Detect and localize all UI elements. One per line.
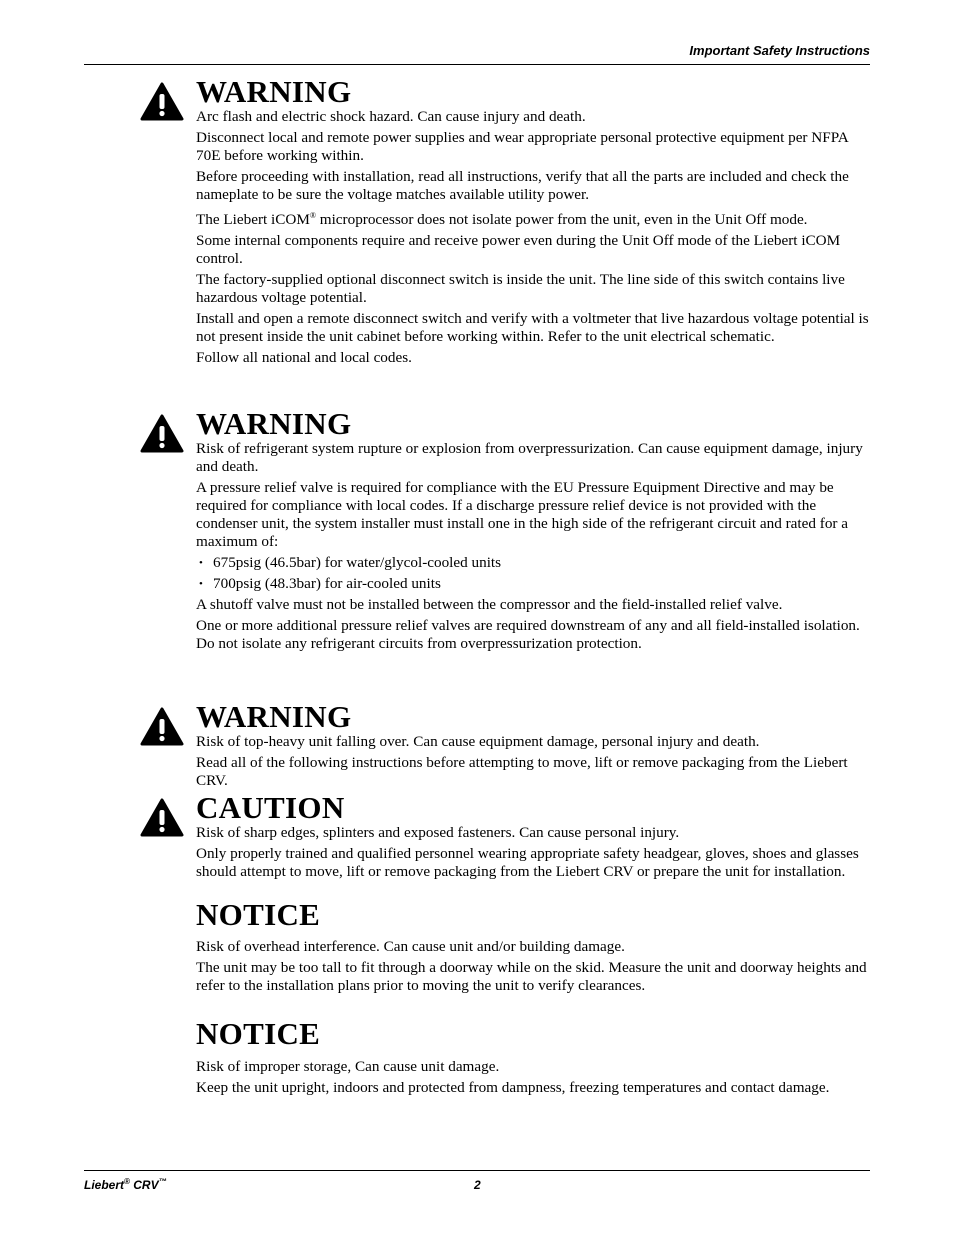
paragraph: A pressure relief valve is required for compliance with the EU Pressure Equipment Directive and may be required for compliance with local codes. If a discharge pressure relief device is not provided with the condenser unit, the system installer must install one in the high side of the refrigerant circuit and rated for a maximum of: xyxy=(196,479,849,550)
paragraph xyxy=(196,207,872,229)
warning-heading: WARNING xyxy=(196,74,352,109)
pressure-list xyxy=(196,554,872,593)
page-footer xyxy=(84,1170,870,1201)
paragraph: One or more additional pressure relief valves are required downstream of any and all field-installed isolation. Do not isolate any refrigerant circuits from overpressurization protection. xyxy=(196,617,860,652)
brand-name: Liebert xyxy=(84,1178,125,1192)
list-item: • 700psig (48.3bar) for air-cooled units xyxy=(196,575,872,593)
warning-heading: WARNING xyxy=(196,699,352,734)
caution-heading: CAUTION xyxy=(196,790,345,825)
caution-body xyxy=(196,824,872,884)
paragraph: Read all of the following instructions before attempting to move, lift or remove packaging from the Liebert CRV. xyxy=(196,754,848,789)
notice-heading: NOTICE xyxy=(196,1016,321,1051)
paragraph: Risk of refrigerant system rupture or explosion from overpressurization. Can cause equipment damage, injury and death. xyxy=(196,440,863,475)
notice-body-overhead xyxy=(196,938,872,998)
paragraph: Risk of overhead interference. Can cause unit and/or building damage. xyxy=(196,938,625,955)
warning-triangle-icon xyxy=(140,707,184,747)
paragraph: Some internal components require and receive power even during the Unit Off mode of the Liebert iCOM control. xyxy=(196,232,841,268)
warning-triangle-icon xyxy=(140,82,184,122)
paragraph: Risk of top-heavy unit falling over. Can cause equipment damage, personal injury and death. xyxy=(196,733,760,750)
warning-heading: WARNING xyxy=(196,406,352,441)
footer-brand xyxy=(84,1177,167,1192)
paragraph: Before proceeding with installation, read all instructions, verify that all the parts are included and check the nameplate to be sure the voltage matches available utility power. xyxy=(196,168,849,203)
notice-body-storage xyxy=(196,1058,872,1100)
list-item: • 675psig (46.5bar) for water/glycol-cooled units xyxy=(196,554,872,572)
notice-heading: NOTICE xyxy=(196,897,321,932)
page-number: 2 xyxy=(474,1178,481,1192)
product-name: CRV xyxy=(133,1178,159,1192)
paragraph: Risk of sharp edges, splinters and exposed fasteners. Can cause personal injury. xyxy=(196,824,680,841)
warning-triangle-icon xyxy=(140,798,184,838)
text: microprocessor does not isolate power from the unit, even in the Unit Off mode. xyxy=(315,211,808,229)
registered-mark: ® xyxy=(124,1177,130,1186)
paragraph: Only properly trained and qualified personnel wearing appropriate safety headgear, gloves, shoes and glasses should attempt to move, lift or remove packaging from the Liebert CRV or prepare the unit for installation. xyxy=(196,845,859,880)
paragraph: Disconnect local and remote power supplies and wear appropriate personal protective equipment per NFPA 70E before working within. xyxy=(196,129,848,164)
warning-body-top-heavy xyxy=(196,733,872,793)
warning-body-electrical xyxy=(196,108,872,370)
paragraph: Keep the unit upright, indoors and protected from dampness, freezing temperatures and contact damage. xyxy=(196,1079,830,1096)
text: The Liebert iCOM xyxy=(196,211,310,229)
page-header xyxy=(84,42,870,65)
paragraph: Install and open a remote disconnect switch and verify with a voltmeter that live hazardous voltage potential is not present inside the unit cabinet before working within. Refer to the unit electrical schematic. xyxy=(196,310,869,346)
trademark-mark: ™ xyxy=(158,1177,167,1186)
paragraph: The factory-supplied optional disconnect switch is inside the unit. The line side of this switch contains live hazardous voltage potential. xyxy=(196,271,845,307)
warning-triangle-icon xyxy=(140,414,184,454)
warning-body-refrigerant xyxy=(196,440,872,656)
paragraph: Arc flash and electric shock hazard. Can cause injury and death. xyxy=(196,108,586,125)
paragraph: Follow all national and local codes. xyxy=(196,349,412,367)
paragraph: The unit may be too tall to fit through a doorway while on the skid. Measure the unit and doorway heights and refer to the installation plans prior to moving the unit to verify clearances. xyxy=(196,959,867,994)
header-title: Important Safety Instructions xyxy=(689,43,870,58)
paragraph: Risk of improper storage, Can cause unit damage. xyxy=(196,1058,500,1075)
registered-mark: ® xyxy=(309,211,316,220)
paragraph: A shutoff valve must not be installed between the compressor and the field-installed relief valve. xyxy=(196,596,783,613)
